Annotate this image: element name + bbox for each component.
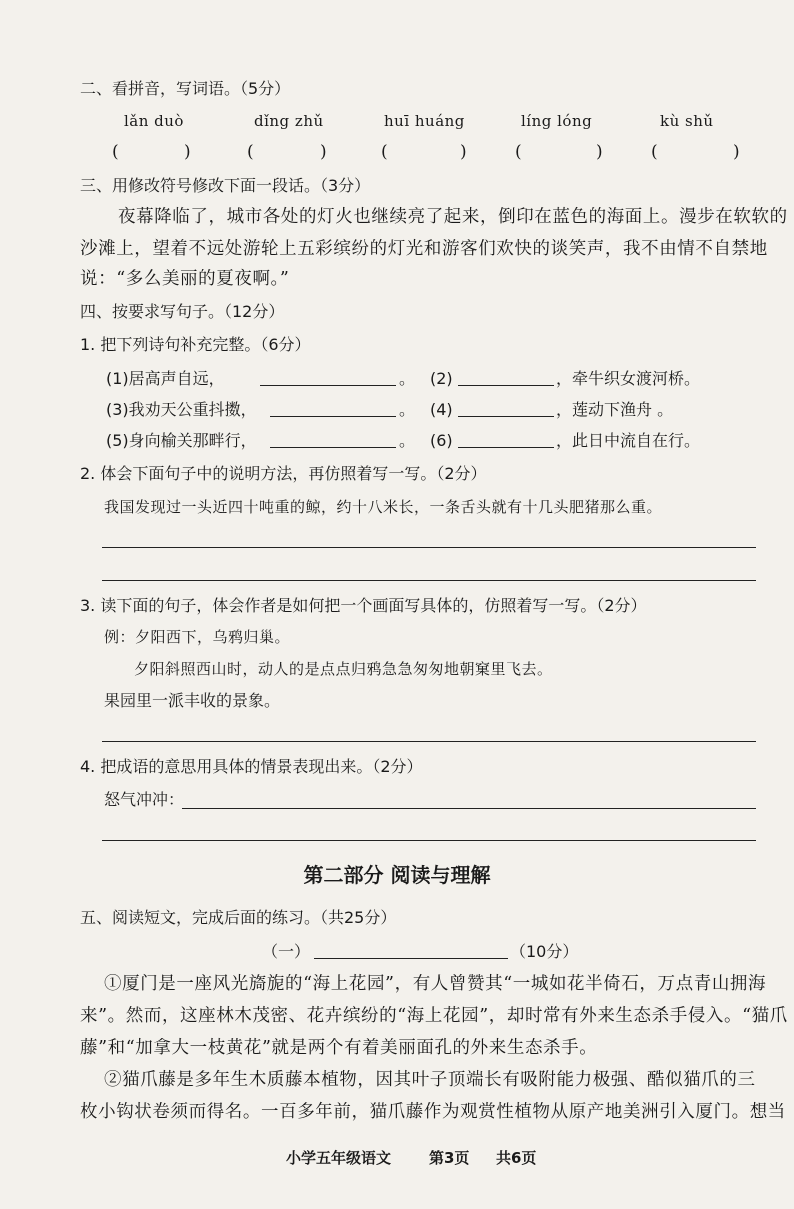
pinyin-3: huī huáng (384, 112, 465, 130)
question-4-answer-line-1[interactable] (182, 808, 756, 809)
question-3-example-text: 夕阳斜照西山时，动人的是点点归鸦急急匆匆地朝窠里飞去。 (134, 660, 553, 678)
poem-6-end: ，此日中流自在行。 (556, 431, 701, 450)
poem-4-number: (4) (430, 400, 453, 419)
section-4-title: 四、按要求写句子。（12分） (80, 302, 285, 321)
footer-total-pages: 共6页 (496, 1149, 537, 1167)
paragraph-line-3: 说：“多么美丽的夏夜啊。” (80, 269, 290, 289)
pinyin-1: lǎn duò (124, 112, 184, 130)
question-1-title: 1. 把下列诗句补充完整。（6分） (80, 335, 311, 354)
question-2-sentence: 我国发现过一头近四十吨重的鲸，约十八米长，一条舌头就有十几头肥猪那么重。 (104, 498, 663, 516)
poem-2-number: (2) (430, 369, 453, 388)
section-5-title: 五、阅读短文，完成后面的练习。（共25分） (80, 908, 397, 927)
poem-5-prompt: (5)身向榆关那畔行， (106, 431, 257, 450)
poem-1-end: 。 (399, 369, 416, 388)
exam-page: 二、看拼音，写词语。（5分） lǎn duò dǐng zhǔ huī huáng líng lóng kù shǔ ( ) ( ) ( ) ( ) ( ) 三、用修改符号修改下面一段话。（3分） 夜幕降临了，城市各处的灯火也继续亮了起来，倒印在蓝色的海面上。漫步在软软的 沙滩上，望着不远处游轮上五彩缤纷的灯光和游客们欢快的谈笑声，我不由情不自禁地 说：“多么美丽的夏夜啊。” 四、按要求写句子。（12分） 1. 把下列诗句补充完整。（6分） (1)居高声自远， 。 (2) ，牵牛织女渡河桥。 (3)我劝天公重抖擞， 。 (4) ，莲动下渔舟 。 (5)身向榆关那畔行， 。 (6) ，此日中流自在行。 2. 体会下面句子中的说明方法，再仿照着写一写。（2分） 我国发现过一头近四十吨重的鲸，约十八米长，一条舌头就有十几头肥猪那么重。 3. 读下面的句子，体会作者是如何把一个画面写具体的，仿照着写一写。（2分） 例：夕阳西下，乌鸦归巢。 夕阳斜照西山时，动人的是点点归鸦急急匆匆地朝窠里飞去。 果园里一派丰收的景象。 4. 把成语的意思用具体的情景表现出来。（2分） 怒气冲冲： 第二部分 阅读与理解 五、阅读短文，完成后面的练习。（共25分） （一） （10分） ①厦门是一座风光旖旎的“海上花园”，有人曾赞其“一城如花半倚石，万点青山拥海 来”。然而，这座林木茂密、花卉缤纷的“海上花园”，却时常有外来生态杀手侵入。“猫爪 藤”和“加拿大一枝黄花”就是两个有着美丽面孔的外来生态杀手。 ②猫爪藤是多年生木质藤本植物，因其叶子顶端长有吸附能力极强、酷似猫爪的三 枚小钩状卷须而得名。一百多年前，猫爪藤作为观赏性植物从原产地美洲引入厦门。想当 小学五年级语文 第3页 共6页 (0, 0, 794, 1209)
question-4-idiom: 怒气冲冲： (104, 790, 185, 809)
poem-5-end: 。 (399, 431, 416, 450)
passage-p2-line-1: ②猫爪藤是多年生木质藤本植物，因其叶子顶端长有吸附能力极强、酷似猫爪的三 (104, 1070, 756, 1090)
paragraph-line-1: 夜幕降临了，城市各处的灯火也继续亮了起来，倒印在蓝色的海面上。漫步在软软的 (118, 207, 788, 227)
part-2-heading: 第二部分 阅读与理解 (303, 863, 491, 887)
passage-p1-line-2: 来”。然而，这座林木茂密、花卉缤纷的“海上花园”，却时常有外来生态杀手侵入。“猫爪 (80, 1006, 788, 1026)
poem-1-blank[interactable] (260, 385, 396, 386)
passage-number: （一） (262, 942, 311, 961)
passage-p1-line-3: 藤”和“加拿大一枝黄花”就是两个有着美丽面孔的外来生态杀手。 (80, 1038, 598, 1058)
poem-4-end: ，莲动下渔舟 。 (556, 400, 674, 419)
paragraph-line-2: 沙滩上，望着不远处游轮上五彩缤纷的灯光和游客们欢快的谈笑声，我不由情不自禁地 (80, 239, 768, 259)
poem-3-prompt: (3)我劝天公重抖擞， (106, 400, 257, 419)
question-3-prompt: 果园里一派丰收的景象。 (104, 691, 281, 710)
poem-3-blank[interactable] (270, 416, 396, 417)
poem-3-end: 。 (399, 400, 416, 419)
poem-1-prompt: (1)居高声自远， (106, 369, 225, 388)
passage-score: （10分） (510, 942, 579, 961)
question-2-title: 2. 体会下面句子中的说明方法，再仿照着写一写。（2分） (80, 464, 487, 483)
poem-6-blank[interactable] (458, 447, 554, 448)
pinyin-5: kù shǔ (660, 112, 714, 130)
question-4-title: 4. 把成语的意思用具体的情景表现出来。（2分） (80, 757, 423, 776)
passage-p2-line-2: 枚小钩状卷须而得名。一百多年前，猫爪藤作为观赏性植物从原产地美洲引入厦门。想当 (80, 1102, 786, 1122)
passage-p1-line-1: ①厦门是一座风光旖旎的“海上花园”，有人曾赞其“一城如花半倚石，万点青山拥海 (104, 974, 767, 994)
poem-2-end: ，牵牛织女渡河桥。 (556, 369, 701, 388)
pinyin-2: dǐng zhǔ (254, 112, 324, 130)
section-3-title: 三、用修改符号修改下面一段话。（3分） (80, 176, 371, 195)
poem-5-blank[interactable] (270, 447, 396, 448)
section-2-title: 二、看拼音，写词语。（5分） (80, 79, 291, 98)
pinyin-4: líng lóng (521, 112, 593, 130)
question-4-answer-line-2[interactable] (102, 840, 756, 841)
question-3-example: 例：夕阳西下，乌鸦归巢。 (104, 628, 291, 646)
question-3-title: 3. 读下面的句子，体会作者是如何把一个画面写具体的，仿照着写一写。（2分） (80, 596, 647, 615)
passage-title-blank[interactable] (314, 958, 508, 959)
poem-2-blank[interactable] (458, 385, 554, 386)
footer-subject: 小学五年级语文 (286, 1149, 392, 1167)
question-2-answer-line-2[interactable] (102, 580, 756, 581)
question-3-answer-line[interactable] (102, 741, 756, 742)
poem-6-number: (6) (430, 431, 453, 450)
question-2-answer-line-1[interactable] (102, 547, 756, 548)
footer-page-number: 第3页 (429, 1149, 470, 1167)
poem-4-blank[interactable] (458, 416, 554, 417)
